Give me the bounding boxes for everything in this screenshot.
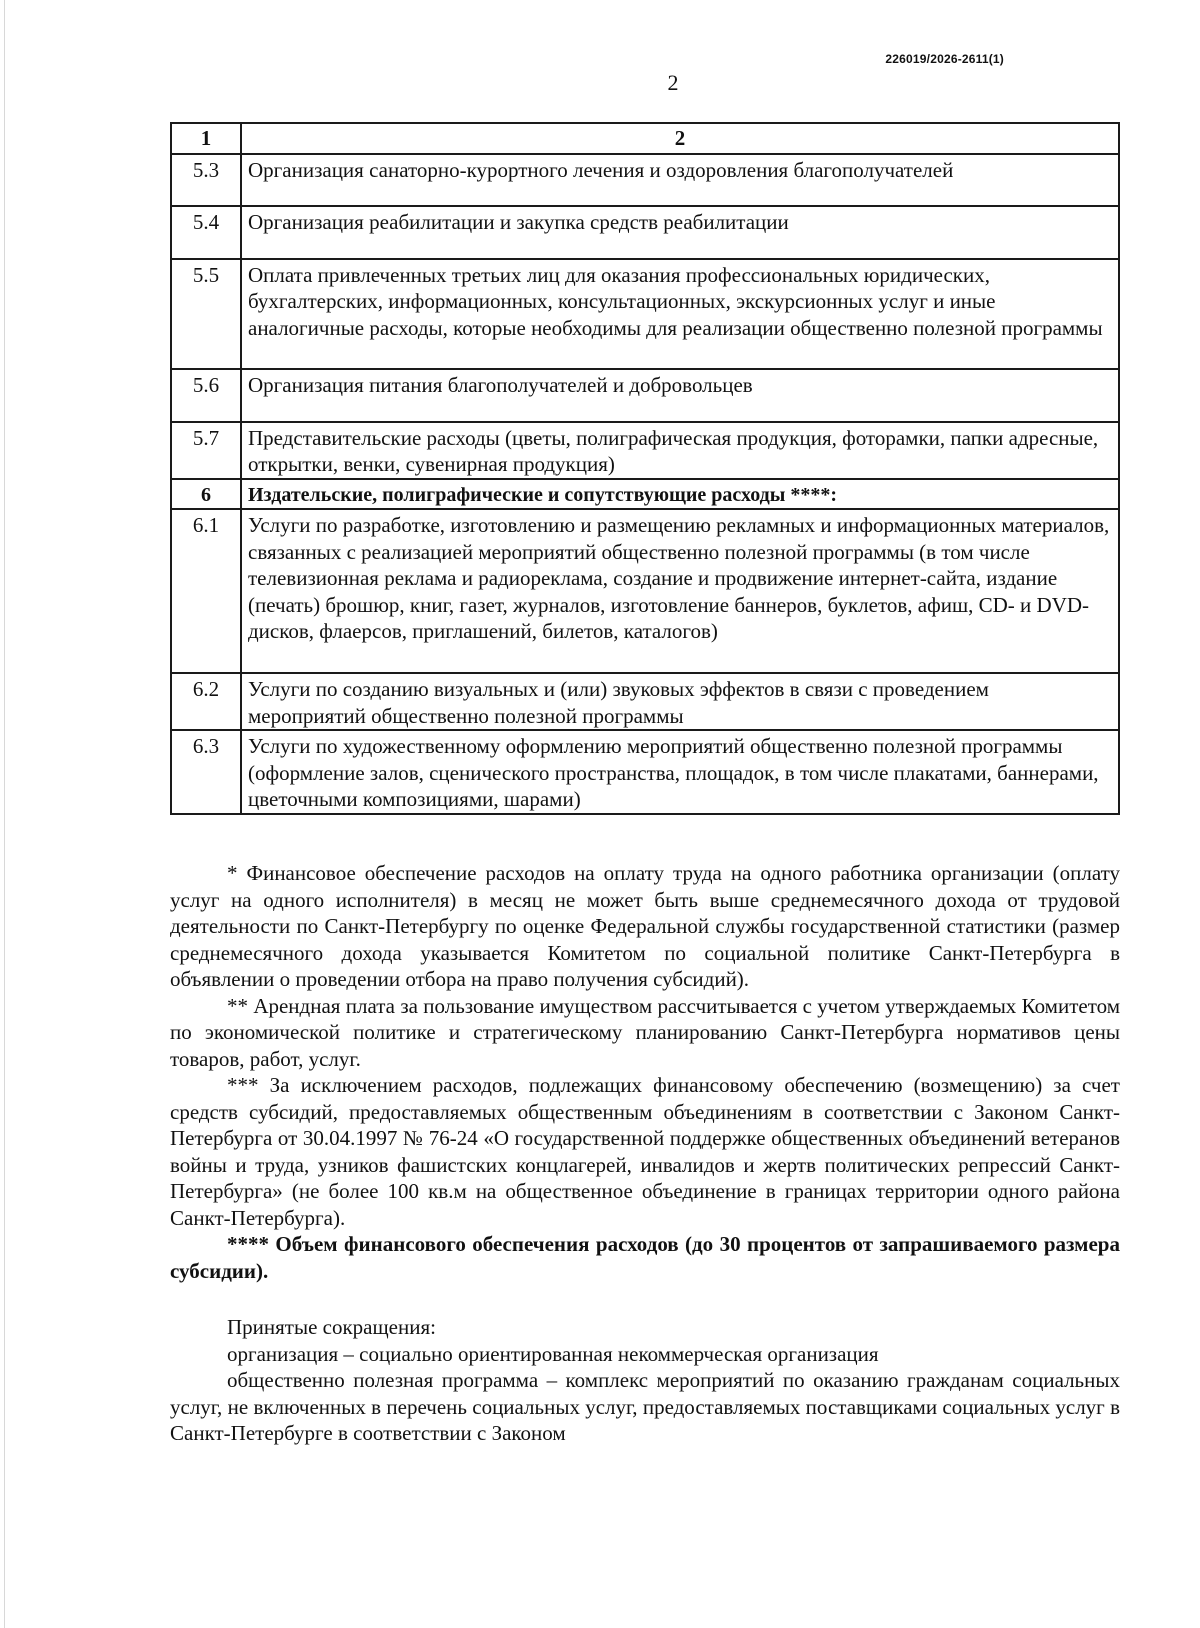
abbreviation-item: общественно полезная программа – комплекс мероприятий по оказанию гражданам социальных услуг, не включенных в перечень социальных услуг, предоставляемых поставщиками социальных услуг в Санкт-Петербурге в соответствии с Законом [170, 1368, 1120, 1445]
row-text: Услуги по художественному оформлению мероприятий общественно полезной программы (оформление залов, сценического пространства, площадок, в том числе плакатами, баннерами, цветочными композициями, шарами) [241, 730, 1119, 814]
row-number: 5.4 [171, 206, 241, 259]
footnote-3: *** За исключением расходов, подлежащих финансовому обеспечению (возмещению) за счет средств субсидий, предоставляемых общественным объединениям в соответствии с Законом Санкт-Петербурга от 30.04.1997 № 76-24 «О государственной поддержке общественных объединений ветеранов войны и труда, узников фашистских концлагерей, инвалидов и жертв политических репрессий Санкт-Петербурга» (не более 100 кв.м на общественное объединение в границах территории одного района Санкт-Петербурга). [170, 1073, 1120, 1230]
abbreviations-heading: Принятые сокращения: [227, 1315, 436, 1339]
table-header-row [171, 123, 1119, 154]
row-number: 5.6 [171, 369, 241, 422]
table-row [171, 154, 1119, 206]
page-number: 2 [667, 70, 679, 95]
row-number: 5.7 [171, 422, 241, 479]
table-row [171, 509, 1119, 673]
document-id: 226019/2026-2611(1) [885, 52, 1004, 66]
row-text: Издательские, полиграфические и сопутствующие расходы ****: [241, 479, 1119, 510]
footnote-2: ** Арендная плата за пользование имуществом рассчитывается с учетом утверждаемых Комитетом по экономической политике и стратегическому планированию Санкт-Петербурга нормативов цены товаров, работ, услуг. [170, 993, 1120, 1071]
footnote-1: * Финансовое обеспечение расходов на оплату труда на одного работника организации (оплату услуг на одного исполнителя) в месяц не может быть выше среднемесячного дохода от трудовой деятельности по Санкт-Петербургу по оценке Федеральной службы государственной статистики (размер среднемесячного дохода указывается Комитетом по социальной политике Санкт-Петербурга в объявлении о проведении отбора на право получения субсидий). [170, 861, 1120, 991]
table-row [171, 206, 1119, 259]
abbreviation-item: организация – социально ориентированная некоммерческая организация [227, 1341, 879, 1366]
table-row-section [171, 479, 1119, 510]
row-number: 5.5 [171, 259, 241, 369]
footnotes [170, 860, 1120, 1447]
row-text: Организация санаторно-курортного лечения и оздоровления благополучателей [241, 154, 1119, 206]
table-row [171, 259, 1119, 369]
row-number: 6.1 [171, 509, 241, 673]
row-text: Оплата привлеченных третьих лиц для оказания профессиональных юридических, бухгалтерских, информационных, консультационных, экскурсионных услуг и иные аналогичные расходы, которые необходимы для реализации общественно полезной программы [241, 259, 1119, 369]
row-number: 6 [171, 479, 241, 510]
row-text: Организация реабилитации и закупка средств реабилитации [241, 206, 1119, 259]
expenses-table [170, 122, 1120, 815]
table-header-cell: 2 [241, 123, 1119, 154]
table-row [171, 673, 1119, 730]
table-row [171, 369, 1119, 422]
table-header-cell: 1 [171, 123, 241, 154]
row-number: 6.2 [171, 673, 241, 730]
footnote-4: **** Объем финансового обеспечения расходов (до 30 процентов от запрашиваемого размера субсидии). [170, 1232, 1120, 1283]
table-row [171, 422, 1119, 479]
row-text: Представительские расходы (цветы, полиграфическая продукция, фоторамки, папки адресные, открытки, венки, сувенирная продукция) [241, 422, 1119, 479]
row-text: Организация питания благополучателей и добровольцев [241, 369, 1119, 422]
scan-edge-line [4, 0, 5, 1628]
row-text: Услуги по созданию визуальных и (или) звуковых эффектов в связи с проведением мероприятий общественно полезной программы [241, 673, 1119, 730]
table-row [171, 730, 1119, 814]
row-number: 6.3 [171, 730, 241, 814]
row-number: 5.3 [171, 154, 241, 206]
spacer [170, 1284, 1120, 1314]
row-text: Услуги по разработке, изготовлению и размещению рекламных и информационных материалов, связанных с реализацией мероприятий общественно полезной программы (в том числе телевизионная реклама и радиореклама, создание и продвижение интернет-сайта, издание (печать) брошюр, книг, газет, журналов, изготовление баннеров, буклетов, афиш, CD- и DVD-дисков, флаерсов, приглашений, билетов, каталогов) [241, 509, 1119, 673]
